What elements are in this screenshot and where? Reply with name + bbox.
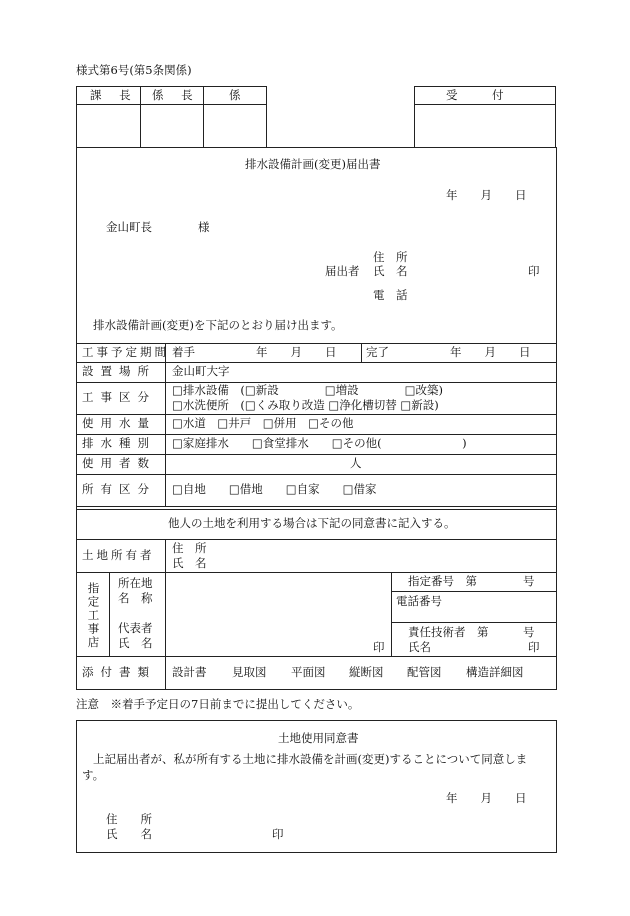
attachment-item: 設計書 bbox=[172, 665, 207, 679]
contractor-company-label: 名 称 bbox=[118, 591, 153, 605]
reception-label: 受 付 bbox=[446, 88, 504, 102]
attachment-item: 見取図 bbox=[232, 665, 267, 679]
chief-label: 課 長 bbox=[90, 88, 138, 102]
drain-options[interactable]: □家庭排水 □食堂排水 □その他( ) bbox=[172, 436, 467, 450]
attachment-item: 配管図 bbox=[407, 665, 442, 679]
applicant-phone-label: 電 話 bbox=[373, 288, 408, 302]
contractor-rep-label: 代表者 bbox=[118, 621, 153, 635]
land-notice: 他人の土地を利用する場合は下記の同意書に記入する。 bbox=[168, 516, 456, 530]
period-label: 工事予定期間 bbox=[82, 345, 169, 359]
engineer-number[interactable]: 責任技術者 第 号 bbox=[408, 625, 535, 639]
attachment-item: 平面図 bbox=[291, 665, 326, 679]
applicant-name-label: 氏 名 bbox=[373, 264, 408, 278]
intro-text: 排水設備計画(変更)を下記のとおり届け出ます。 bbox=[93, 318, 343, 332]
land-owner-address-label: 住 所 bbox=[172, 541, 207, 555]
contractor-rep-name-label: 氏 名 bbox=[118, 636, 153, 650]
start-label: 着手 bbox=[172, 345, 195, 359]
consent-date[interactable]: 年 月 日 bbox=[446, 791, 527, 805]
location-label: 設置場所 bbox=[82, 364, 156, 378]
water-options[interactable]: □水道 □井戸 □併用 □その他 bbox=[172, 416, 354, 430]
work-label: 工事区分 bbox=[82, 390, 156, 404]
contractor-phone-label: 電話番号 bbox=[396, 594, 442, 608]
consent-address-label: 住 所 bbox=[106, 812, 152, 826]
engineer-name-label: 氏名 bbox=[408, 640, 431, 654]
applicant-label: 届出者 bbox=[325, 264, 360, 278]
submission-date[interactable]: 年 月 日 bbox=[446, 188, 527, 202]
consent-name-label: 氏 名 bbox=[106, 827, 152, 841]
designation-number[interactable]: 指定番号 第 号 bbox=[408, 574, 535, 588]
engineer-seal: 印 bbox=[528, 640, 540, 654]
start-date[interactable]: 年 月 日 bbox=[256, 345, 337, 359]
end-date[interactable]: 年 月 日 bbox=[450, 345, 531, 359]
owner-type-label: 所有区分 bbox=[82, 482, 156, 496]
subchief-label: 係 長 bbox=[152, 88, 200, 102]
users-unit: 人 bbox=[350, 456, 362, 470]
consent-seal: 印 bbox=[272, 827, 284, 841]
work-options-line1[interactable]: □排水設備 (□新設 □増設 □改築) bbox=[172, 383, 443, 397]
applicant-seal: 印 bbox=[528, 264, 540, 278]
users-label: 使用者数 bbox=[82, 456, 156, 470]
attachment-item: 構造詳細図 bbox=[466, 665, 524, 679]
land-owner-label: 土地所有者 bbox=[82, 548, 155, 562]
consent-title: 土地使用同意書 bbox=[278, 731, 359, 745]
owner-type-options[interactable]: □自地 □借地 □自家 □借家 bbox=[172, 482, 377, 496]
contractor-seal: 印 bbox=[373, 640, 385, 654]
consent-body-1: 上記届出者が、私が所有する土地に排水設備を計画(変更)することについて同意しま bbox=[93, 752, 528, 766]
attachment-item: 縦断図 bbox=[349, 665, 384, 679]
notice-text: 注意 ※着手予定日の7日前までに提出してください。 bbox=[76, 697, 360, 711]
contractor-label: 指定工事店 bbox=[86, 582, 101, 650]
consent-body-2: す。 bbox=[82, 768, 105, 782]
end-label: 完了 bbox=[366, 345, 389, 359]
form-number: 様式第6号(第5条関係) bbox=[76, 63, 192, 77]
contractor-location-label: 所在地 bbox=[118, 576, 153, 590]
land-owner-name-label: 氏 名 bbox=[172, 556, 207, 570]
staff-label: 係 bbox=[229, 88, 241, 102]
addressee: 金山町長 様 bbox=[106, 220, 210, 234]
work-options-line2[interactable]: □水洗便所 (□くみ取り改造 □浄化槽切替 □新設) bbox=[172, 398, 439, 412]
attachments-label: 添付書類 bbox=[82, 665, 156, 679]
drain-label: 排水種別 bbox=[82, 436, 156, 450]
water-label: 使用水量 bbox=[82, 416, 156, 430]
form-title: 排水設備計画(変更)届出書 bbox=[245, 157, 381, 171]
location-value[interactable]: 金山町大字 bbox=[172, 364, 230, 378]
applicant-address-label: 住 所 bbox=[373, 250, 408, 264]
